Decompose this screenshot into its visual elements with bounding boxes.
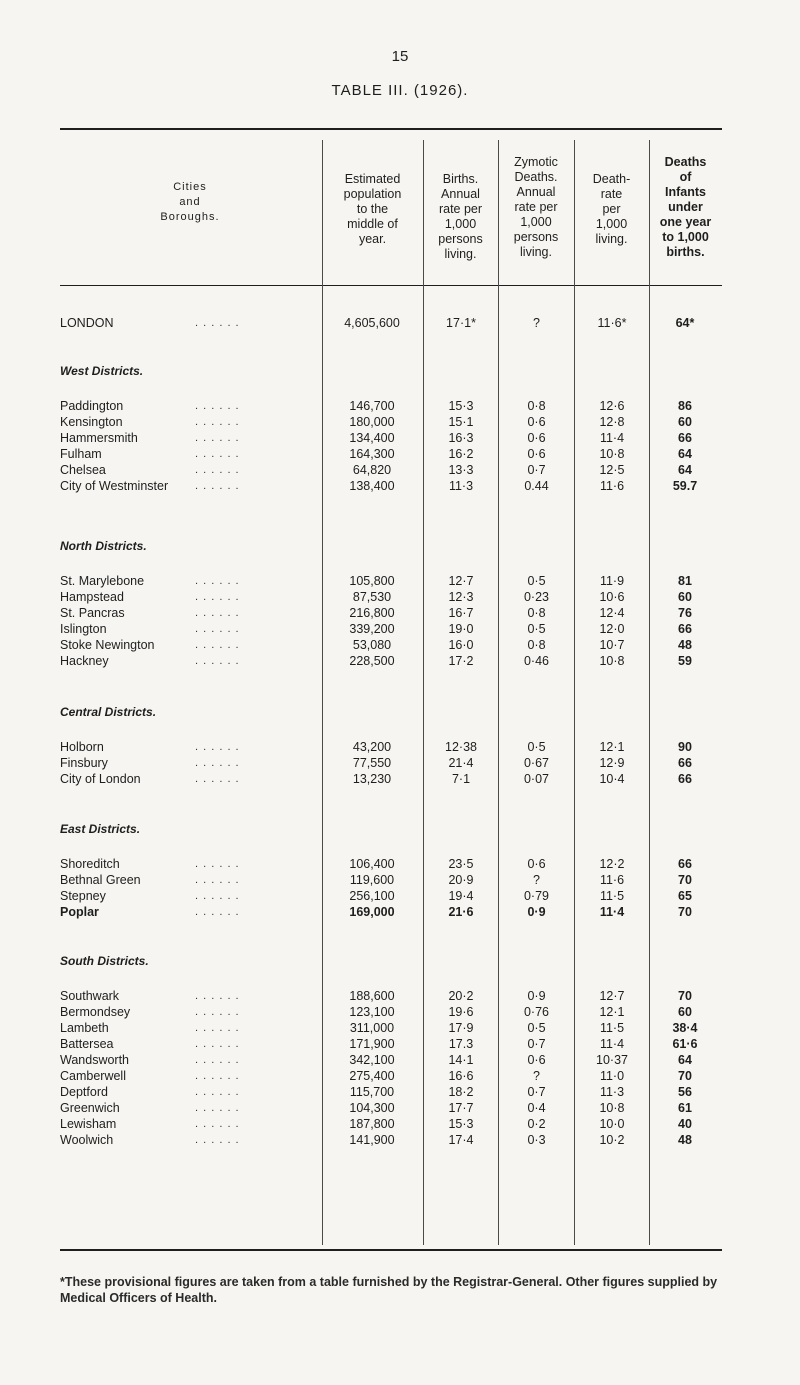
cell-births: 23·5: [448, 857, 474, 871]
cell-population: 216,800: [349, 606, 395, 620]
cell-population: 134,400: [349, 431, 395, 445]
cell-zymotic: 0·7: [527, 1037, 546, 1051]
row-name: Stepney: [60, 889, 106, 903]
cell-zymotic: 0·5: [527, 740, 546, 754]
cell-births: 14·1: [448, 1053, 474, 1067]
page-number: 15: [391, 48, 409, 65]
row-name: Wandsworth: [60, 1053, 130, 1067]
cell-births: 11·3: [448, 479, 474, 493]
table-row: [0, 446, 800, 462]
leader-dots: . . . . . .: [195, 591, 240, 603]
cell-infant-deaths: 86: [678, 399, 692, 413]
row-name: Deptford: [60, 1085, 108, 1099]
table-row: [0, 1100, 800, 1116]
row-name: Southwark: [60, 989, 120, 1003]
cell-population: 187,800: [349, 1117, 395, 1131]
cell-zymotic: 0·9: [527, 989, 546, 1003]
cell-death-rate: 10·8: [599, 1101, 625, 1115]
cell-infant-deaths: 81: [678, 574, 692, 588]
cell-zymotic: 0.44: [524, 479, 549, 493]
table-row: [0, 1116, 800, 1132]
table-row: [0, 573, 800, 589]
leader-dots: . . . . . .: [195, 1006, 240, 1018]
row-name: Islington: [60, 622, 107, 636]
header-cities: Cities and Boroughs.: [160, 181, 220, 223]
cell-zymotic: 0·07: [523, 772, 550, 786]
cell-death-rate: 12·7: [599, 989, 625, 1003]
cell-death-rate: 12·8: [599, 415, 625, 429]
cell-infant-deaths: 48: [678, 638, 692, 652]
cell-zymotic: 0·6: [527, 431, 546, 445]
cell-population: 188,600: [349, 989, 395, 1003]
cell-population: 180,000: [349, 415, 395, 429]
table-row: [0, 739, 800, 755]
cell-infant-deaths: 66: [678, 857, 692, 871]
cell-infant-deaths: 59.7: [672, 479, 698, 493]
cell-infant-deaths: 64: [678, 463, 692, 477]
cell-births: 12·7: [448, 574, 474, 588]
row-name: Lewisham: [60, 1117, 117, 1131]
cell-zymotic: 0·8: [527, 399, 546, 413]
cell-population: 141,900: [349, 1133, 395, 1147]
cell-population: 228,500: [349, 654, 395, 668]
cell-infant-deaths: 70: [678, 1069, 692, 1083]
table-row: [0, 988, 800, 1004]
leader-dots: . . . . . .: [195, 639, 240, 651]
table-row: [0, 430, 800, 446]
table-row: [0, 1036, 800, 1052]
cell-zymotic: 0·7: [527, 463, 546, 477]
cell-infant-deaths: 76: [678, 606, 692, 620]
cell-population: 77,550: [352, 756, 392, 770]
cell-death-rate: 12·4: [599, 606, 625, 620]
row-name: St. Pancras: [60, 606, 125, 620]
row-name: Kensington: [60, 415, 123, 429]
table-row: [0, 462, 800, 478]
row-name: Hammersmith: [60, 431, 138, 445]
cell-zymotic: 0·9: [527, 905, 546, 919]
leader-dots: . . . . . .: [195, 1022, 240, 1034]
cell-death-rate: 10·37: [596, 1053, 628, 1067]
cell-death-rate: 11·6: [599, 479, 625, 493]
leader-dots: . . . . . .: [195, 990, 240, 1002]
cell-zymotic: ?: [533, 316, 540, 330]
section-title-east: East Districts.: [60, 822, 141, 836]
table-row: [0, 653, 800, 669]
cell-death-rate: 10·8: [599, 654, 625, 668]
cell-births: 12·38: [445, 740, 477, 754]
cell-population: 275,400: [349, 1069, 395, 1083]
cell-infant-deaths: 60: [678, 415, 692, 429]
cell-death-rate: 12·9: [599, 756, 625, 770]
cell-death-rate: 10·6: [599, 590, 625, 604]
cell-births: 17·7: [448, 1101, 474, 1115]
cell-zymotic: 0·5: [527, 1021, 546, 1035]
cell-births: 17·4: [448, 1133, 474, 1147]
cell-zymotic: 0·4: [527, 1101, 546, 1115]
bottom-rule: [60, 1249, 722, 1251]
cell-population: 123,100: [349, 1005, 395, 1019]
leader-dots: . . . . . .: [195, 1118, 240, 1130]
section-title-west: West Districts.: [60, 364, 144, 378]
cell-infant-deaths: 40: [678, 1117, 692, 1131]
cell-population: 339,200: [349, 622, 395, 636]
row-name: LONDON: [60, 316, 114, 330]
leader-dots: . . . . . .: [195, 400, 240, 412]
footnote: *These provisional figures are taken from a table furnished by the Registrar-General. Other figures supplied by Medical Officers of Health.: [60, 1275, 718, 1305]
row-name: Finsbury: [60, 756, 108, 770]
cell-births: 13·3: [448, 463, 474, 477]
row-name: City of London: [60, 772, 141, 786]
leader-dots: . . . . . .: [195, 1054, 240, 1066]
leader-dots: . . . . . .: [195, 623, 240, 635]
leader-dots: . . . . . .: [195, 1086, 240, 1098]
table-row: [0, 1004, 800, 1020]
cell-infant-deaths: 66: [678, 772, 692, 786]
cell-zymotic: 0·6: [527, 447, 546, 461]
table-row: [0, 755, 800, 771]
cell-zymotic: 0·79: [523, 889, 550, 903]
cell-births: 15·1: [448, 415, 474, 429]
table-row: [0, 414, 800, 430]
cell-infant-deaths: 65: [678, 889, 692, 903]
cell-death-rate: 11·4: [599, 431, 625, 445]
table-row: [0, 398, 800, 414]
cell-infant-deaths: 59: [678, 654, 692, 668]
leader-dots: . . . . . .: [195, 448, 240, 460]
cell-death-rate: 10·2: [599, 1133, 625, 1147]
cell-population: 105,800: [349, 574, 395, 588]
cell-infant-deaths: 64: [678, 1053, 692, 1067]
cell-births: 21·6: [448, 905, 474, 919]
cell-death-rate: 10·4: [599, 772, 625, 786]
row-name: Holborn: [60, 740, 104, 754]
row-name: Bermondsey: [60, 1005, 131, 1019]
table-row: [0, 478, 800, 494]
header-births: Births. Annual rate per 1,000 persons living.: [438, 172, 483, 261]
table-row-london: [0, 315, 800, 331]
cell-death-rate: 11·3: [599, 1085, 625, 1099]
row-name: St. Marylebone: [60, 574, 145, 588]
row-name: Chelsea: [60, 463, 106, 477]
cell-zymotic: 0·8: [527, 638, 546, 652]
table-row: [0, 605, 800, 621]
cell-infant-deaths: 61: [678, 1101, 692, 1115]
cell-population: 64,820: [352, 463, 392, 477]
row-name: Camberwell: [60, 1069, 126, 1083]
cell-death-rate: 11·5: [599, 1021, 625, 1035]
cell-population: 87,530: [352, 590, 392, 604]
cell-births: 19·4: [448, 889, 474, 903]
cell-births: 19·0: [448, 622, 474, 636]
cell-births: 18·2: [448, 1085, 474, 1099]
table-row: [0, 1052, 800, 1068]
cell-births: 15·3: [448, 1117, 474, 1131]
leader-dots: . . . . . .: [195, 416, 240, 428]
cell-population: 146,700: [349, 399, 395, 413]
table-row: [0, 904, 800, 920]
leader-dots: . . . . . .: [195, 607, 240, 619]
leader-dots: . . . . . .: [195, 1038, 240, 1050]
cell-infant-deaths: 61·6: [672, 1037, 698, 1051]
row-name: Hackney: [60, 654, 109, 668]
cell-infant-deaths: 64*: [675, 316, 695, 330]
leader-dots: . . . . . .: [195, 464, 240, 476]
row-name: Lambeth: [60, 1021, 109, 1035]
row-name: Bethnal Green: [60, 873, 141, 887]
cell-births: 19·6: [448, 1005, 474, 1019]
cell-zymotic: 0·5: [527, 622, 546, 636]
table-row: [0, 589, 800, 605]
cell-zymotic: 0·76: [523, 1005, 550, 1019]
header-infant-deaths: Deaths of Infants under one year to 1,000 births.: [659, 155, 712, 259]
cell-zymotic: 0·3: [527, 1133, 546, 1147]
leader-dots: . . . . . .: [195, 1070, 240, 1082]
cell-infant-deaths: 70: [678, 989, 692, 1003]
table-title: TABLE III. (1926).: [331, 82, 469, 99]
leader-dots: . . . . . .: [195, 874, 240, 886]
header-zymotic: Zymotic Deaths. Annual rate per 1,000 persons living.: [513, 155, 559, 259]
cell-births: 7·1: [451, 772, 471, 786]
cell-population: 256,100: [349, 889, 395, 903]
top-rule: [60, 128, 722, 130]
section-title-central: Central Districts.: [60, 705, 157, 719]
cell-births: 20·2: [448, 989, 474, 1003]
table-row: [0, 888, 800, 904]
cell-death-rate: 12·1: [599, 1005, 625, 1019]
cell-death-rate: 11·4: [599, 905, 625, 919]
cell-births: 12·3: [448, 590, 474, 604]
cell-zymotic: ?: [533, 873, 540, 887]
section-title-north: North Districts.: [60, 539, 147, 553]
row-name: Stoke Newington: [60, 638, 155, 652]
cell-population: 119,600: [349, 873, 395, 887]
cell-death-rate: 10·0: [599, 1117, 625, 1131]
cell-infant-deaths: 56: [678, 1085, 692, 1099]
cell-zymotic: 0·6: [527, 857, 546, 871]
cell-population: 115,700: [349, 1085, 395, 1099]
table-row: [0, 872, 800, 888]
cell-infant-deaths: 70: [678, 905, 692, 919]
cell-zymotic: 0·8: [527, 606, 546, 620]
cell-population: 171,900: [349, 1037, 395, 1051]
cell-infant-deaths: 66: [678, 431, 692, 445]
cell-death-rate: 11·4: [599, 1037, 625, 1051]
cell-population: 138,400: [349, 479, 395, 493]
table-row: [0, 1084, 800, 1100]
table-row: [0, 856, 800, 872]
cell-population: 342,100: [349, 1053, 395, 1067]
cell-death-rate: 12·1: [599, 740, 625, 754]
cell-births: 17·9: [448, 1021, 474, 1035]
cell-infant-deaths: 64: [678, 447, 692, 461]
leader-dots: . . . . . .: [195, 432, 240, 444]
cell-infant-deaths: 66: [678, 622, 692, 636]
cell-infant-deaths: 38·4: [672, 1021, 698, 1035]
leader-dots: . . . . . .: [195, 575, 240, 587]
row-name: Hampstead: [60, 590, 124, 604]
cell-population: 164,300: [349, 447, 395, 461]
cell-population: 13,230: [352, 772, 392, 786]
cell-death-rate: 12·6: [599, 399, 625, 413]
cell-zymotic: 0·5: [527, 574, 546, 588]
row-name: Shoreditch: [60, 857, 120, 871]
table-row: [0, 637, 800, 653]
leader-dots: . . . . . .: [195, 317, 240, 329]
cell-population: 106,400: [349, 857, 395, 871]
cell-population: 311,000: [349, 1021, 395, 1035]
row-name: Paddington: [60, 399, 124, 413]
cell-zymotic: 0·23: [523, 590, 550, 604]
row-name: City of Westminster: [60, 479, 169, 493]
cell-death-rate: 11·9: [599, 574, 625, 588]
leader-dots: . . . . . .: [195, 1134, 240, 1146]
row-name: Fulham: [60, 447, 102, 461]
cell-infant-deaths: 90: [678, 740, 692, 754]
leader-dots: . . . . . .: [195, 655, 240, 667]
cell-zymotic: 0·6: [527, 415, 546, 429]
row-name: Poplar: [60, 905, 99, 919]
cell-births: 16·3: [448, 431, 474, 445]
cell-population: 4,605,600: [344, 316, 400, 330]
cell-population: 53,080: [352, 638, 392, 652]
table-row: [0, 621, 800, 637]
cell-births: 17.3: [448, 1037, 474, 1051]
cell-births: 16·2: [448, 447, 474, 461]
table-row: [0, 1132, 800, 1148]
cell-births: 21·4: [448, 756, 474, 770]
cell-death-rate: 10·7: [599, 638, 625, 652]
cell-death-rate: 12·0: [599, 622, 625, 636]
header-rule: [60, 285, 722, 286]
cell-births: 16·7: [448, 606, 474, 620]
row-name: Battersea: [60, 1037, 114, 1051]
cell-infant-deaths: 70: [678, 873, 692, 887]
cell-death-rate: 12·5: [599, 463, 625, 477]
cell-zymotic: 0·67: [523, 756, 550, 770]
table-row: [0, 771, 800, 787]
cell-infant-deaths: 48: [678, 1133, 692, 1147]
cell-death-rate: 11·5: [599, 889, 625, 903]
leader-dots: . . . . . .: [195, 890, 240, 902]
row-name: Greenwich: [60, 1101, 120, 1115]
cell-infant-deaths: 60: [678, 590, 692, 604]
cell-population: 104,300: [349, 1101, 395, 1115]
cell-zymotic: ?: [533, 1069, 540, 1083]
leader-dots: . . . . . .: [195, 858, 240, 870]
cell-births: 16·6: [448, 1069, 474, 1083]
table-row: [0, 1020, 800, 1036]
leader-dots: . . . . . .: [195, 1102, 240, 1114]
cell-zymotic: 0·46: [523, 654, 550, 668]
cell-infant-deaths: 66: [678, 756, 692, 770]
leader-dots: . . . . . .: [195, 757, 240, 769]
cell-zymotic: 0·6: [527, 1053, 546, 1067]
cell-death-rate: 11·0: [599, 1069, 625, 1083]
cell-death-rate: 11·6: [599, 873, 625, 887]
cell-births: 20·9: [448, 873, 474, 887]
cell-population: 43,200: [352, 740, 392, 754]
cell-births: 17·1*: [446, 316, 476, 330]
cell-death-rate: 11·6*: [597, 316, 627, 330]
cell-births: 17·2: [448, 654, 474, 668]
cell-births: 16·0: [448, 638, 474, 652]
row-name: Woolwich: [60, 1133, 114, 1147]
leader-dots: . . . . . .: [195, 480, 240, 492]
header-death-rate: Death- rate per 1,000 living.: [592, 172, 631, 246]
section-title-south: South Districts.: [60, 954, 149, 968]
cell-births: 15·3: [448, 399, 474, 413]
table-row: [0, 1068, 800, 1084]
leader-dots: . . . . . .: [195, 741, 240, 753]
leader-dots: . . . . . .: [195, 773, 240, 785]
cell-infant-deaths: 60: [678, 1005, 692, 1019]
cell-population: 169,000: [349, 905, 395, 919]
cell-death-rate: 10·8: [599, 447, 625, 461]
leader-dots: . . . . . .: [195, 906, 240, 918]
cell-zymotic: 0·7: [527, 1085, 546, 1099]
cell-zymotic: 0·2: [527, 1117, 546, 1131]
header-population: Estimated population to the middle of year.: [343, 172, 402, 246]
cell-death-rate: 12·2: [599, 857, 625, 871]
